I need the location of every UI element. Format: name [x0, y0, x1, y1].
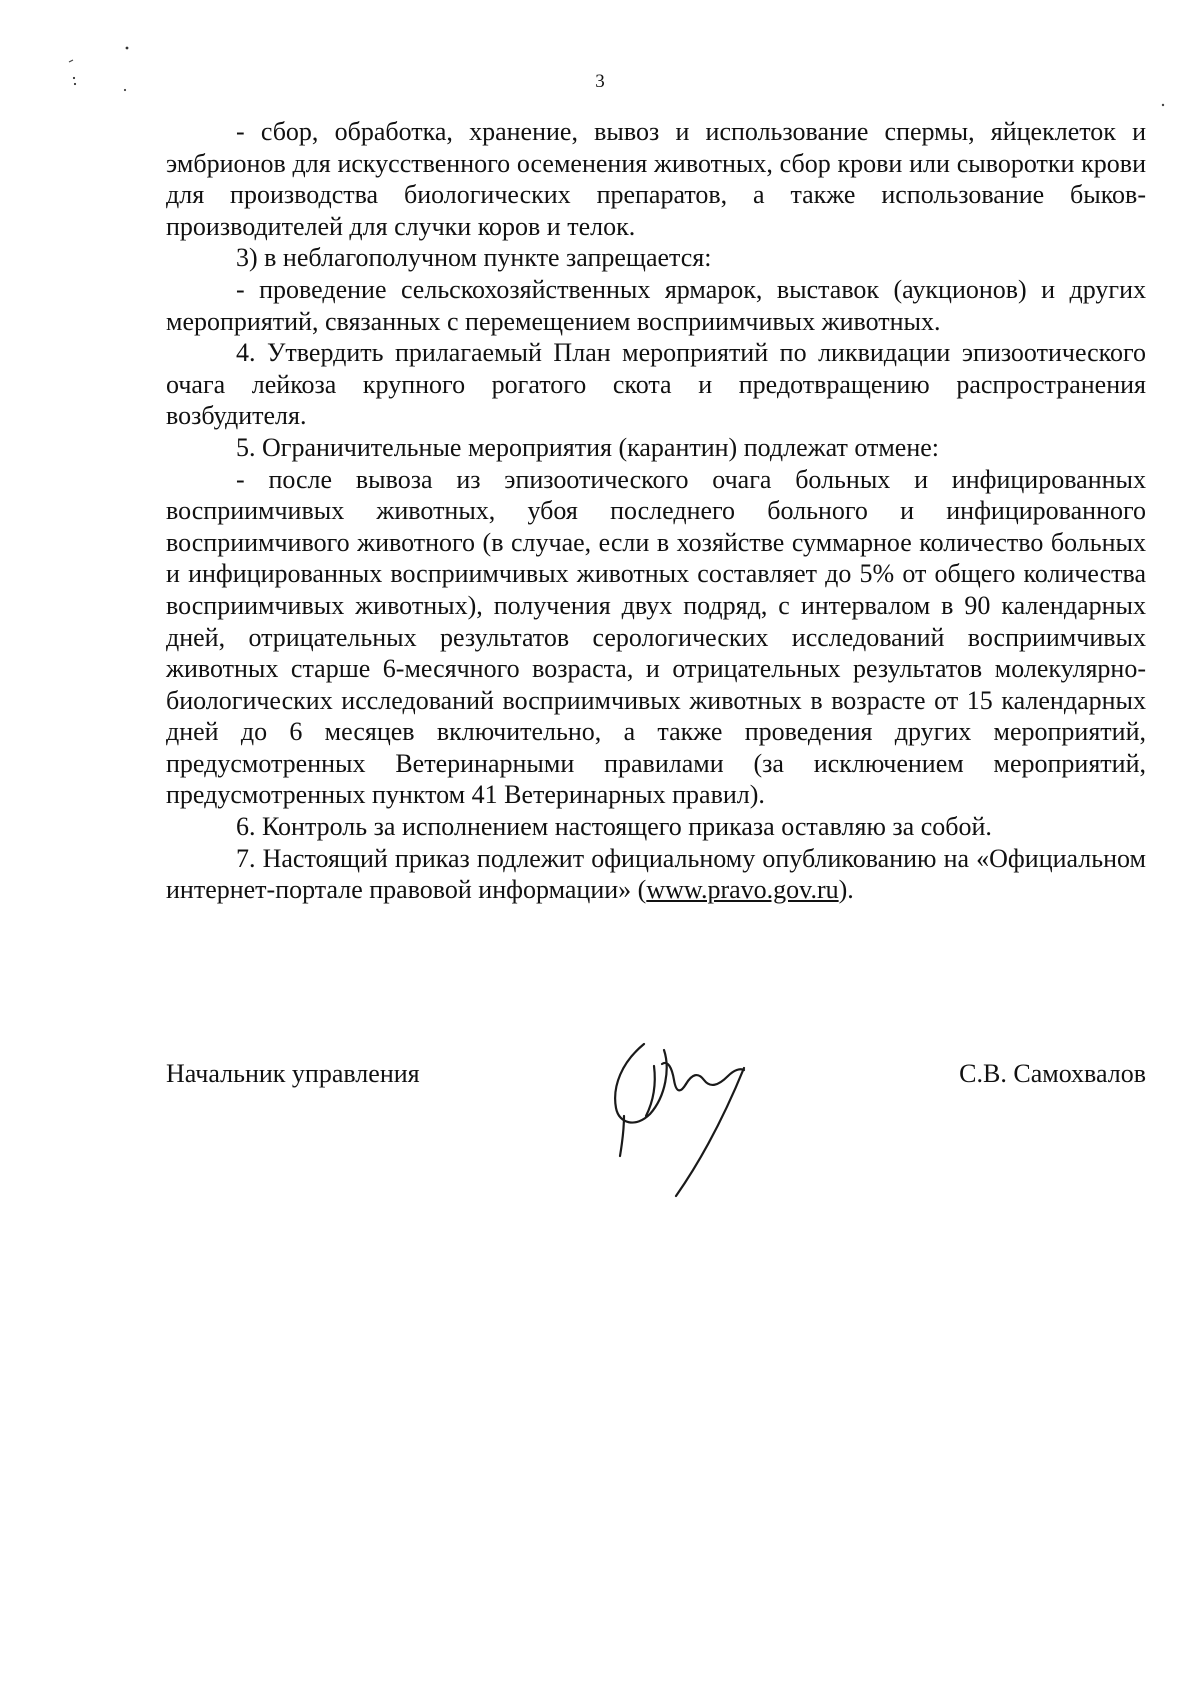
signer-name: С.В. Самохвалов [959, 1059, 1146, 1088]
paragraph: - после вывоза из эпизоотического очага больных и инфицированных восприимчивых животных, убоя последнего больного и инфицированного восприимчивого животного (в случае, если в хозяйстве суммарное количество больных и инфицированных восприимчивых животных составляет до 5% от общего количества восприимчивых животных), получения двух подряд, с интервалом в 90 календарных дней, отрицательных результатов серологических исследований восприимчивых животных старше 6-месячного возраста, и отрицательных результатов молекулярно-биологических исследований восприимчивых животных в возрасте от 15 календарных дней до 6 месяцев включительно, а также проведения других мероприятий, предусмотренных Ветеринарными правилами (за исключением мероприятий, предусмотренных пунктом 41 Ветеринарных правил). [166, 464, 1146, 810]
paragraph-publication [166, 843, 1146, 906]
signer-position: Начальник управления [166, 1059, 420, 1088]
publication-text-after: ). [838, 875, 854, 905]
paragraph: 5. Ограничительные мероприятия (карантин) подлежат отмене: [236, 432, 940, 462]
paragraph: - сбор, обработка, хранение, вывоз и использование спермы, яйцеклеток и эмбрионов для искусственного осеменения животных, сбор крови или сыворотки крови для производства биологических препаратов, а также использование быков-производителей для случки коров и телок. [166, 117, 1146, 241]
pravo-gov-link[interactable]: www.pravo.gov.ru [646, 875, 839, 905]
document-body [166, 116, 1146, 906]
scan-speck-right [1158, 100, 1168, 110]
handwritten-signature [594, 1024, 824, 1224]
paragraph: 6. Контроль за исполнением настоящего приказа оставляю за собой. [236, 812, 992, 842]
paragraph: 4. Утвердить прилагаемый План мероприятий по ликвидации эпизоотического очага лейкоза крупного рогатого скота и предотвращению распространения возбудителя. [166, 338, 1146, 431]
page-number: 3 [595, 71, 605, 92]
publication-text-before: 7. Настоящий приказ подлежит официальному опубликованию на «Официальном интернет-портале правовой информации» ( [166, 843, 1146, 905]
signature-block [166, 1044, 1146, 1194]
paragraph: 3) в неблагополучном пункте запрещается: [236, 243, 712, 273]
paragraph: - проведение сельскохозяйственных ярмарок, выставок (аукционов) и других мероприятий, связанных с перемещением восприимчивых животных. [166, 274, 1146, 336]
